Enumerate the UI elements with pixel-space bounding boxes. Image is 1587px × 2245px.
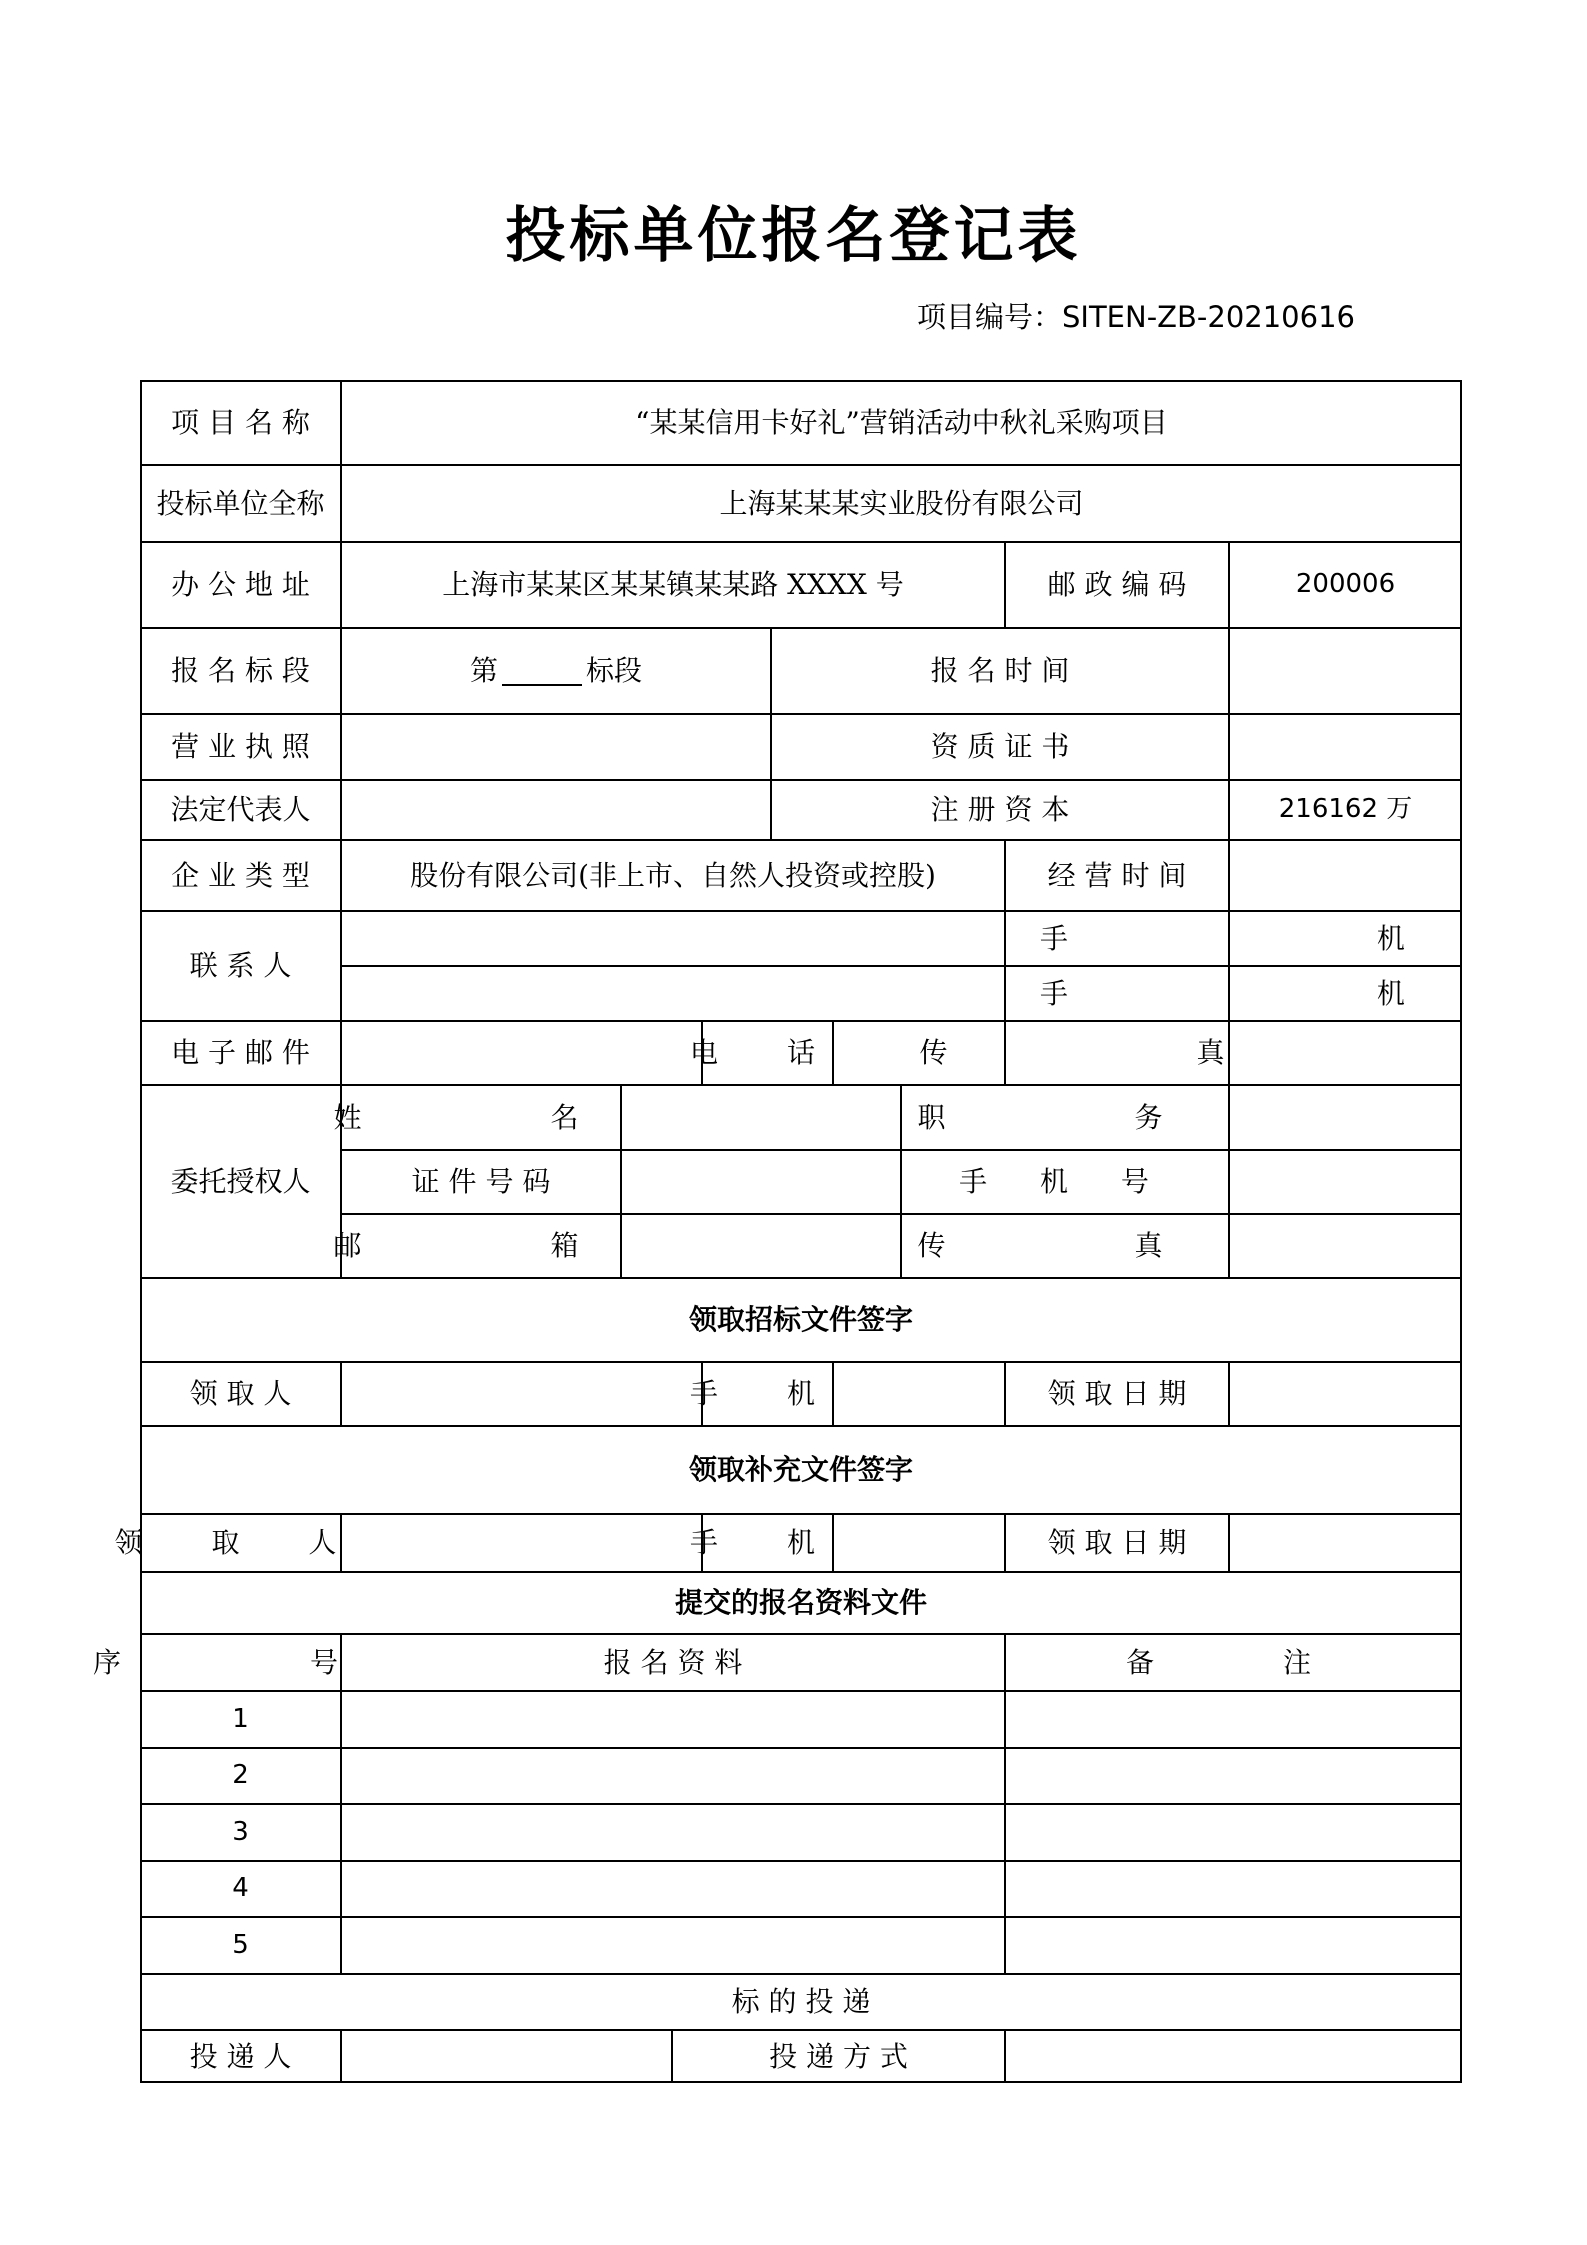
value-delivery-method[interactable]	[1005, 2030, 1462, 2083]
label-fax	[919, 1021, 1345, 1085]
value-business-license[interactable]	[341, 714, 771, 780]
value-receiver-mobile-2[interactable]	[833, 1514, 1005, 1572]
label-deliverer: 投 递 人	[140, 2030, 341, 2083]
label-auth-id-no: 证 件 号 码	[341, 1150, 621, 1214]
value-email[interactable]	[341, 1021, 702, 1085]
label-bidder-full-name: 投标单位全称	[140, 465, 341, 542]
value-receive-date-2[interactable]	[1229, 1514, 1462, 1572]
value-receiver-1[interactable]	[341, 1362, 702, 1426]
header-seq-text: 序 号	[93, 1645, 428, 1679]
auth-mobile-label-text: 手 机 号	[959, 1165, 1171, 1199]
section-receive-supplement-docs: 领取补充文件签字	[140, 1426, 1462, 1514]
label-mobile-1	[1005, 911, 1555, 966]
label-qualification: 资 质 证 书	[771, 714, 1229, 780]
label-legal-rep: 法定代表人	[140, 780, 341, 840]
mobile-label-2: 手 机	[1040, 976, 1555, 1010]
value-auth-position[interactable]	[1229, 1085, 1462, 1150]
header-materials: 报 名 资 料	[341, 1634, 1005, 1691]
value-fax[interactable]	[1229, 1021, 1462, 1085]
value-auth-id-no[interactable]	[621, 1150, 901, 1214]
value-contact-2[interactable]	[341, 966, 1005, 1021]
label-phone	[690, 1021, 845, 1085]
label-auth-fax	[901, 1214, 1253, 1278]
material-row-seq: 5	[140, 1917, 341, 1974]
label-auth-mobile	[901, 1150, 1229, 1214]
receiver-mobile-label-1: 手 机	[690, 1377, 845, 1411]
material-row-remark[interactable]	[1005, 1691, 1462, 1748]
label-office-address: 办 公 地 址	[140, 542, 341, 628]
label-receive-date-1: 领 取 日 期	[1005, 1362, 1229, 1426]
lot-suffix: 标段	[586, 654, 643, 688]
value-project-name[interactable]: “某某信用卡好礼”营销活动中秋礼采购项目	[341, 380, 1462, 465]
project-number-value: SITEN-ZB-20210616	[1062, 300, 1355, 334]
label-postal-code: 邮 政 编 码	[1005, 542, 1229, 628]
value-auth-mobile[interactable]	[1229, 1150, 1462, 1214]
material-row-material[interactable]	[341, 1804, 1005, 1861]
value-lot[interactable]	[341, 628, 771, 714]
lot-blank[interactable]	[502, 656, 582, 686]
value-contact-1[interactable]	[341, 911, 1005, 966]
value-receive-date-1[interactable]	[1229, 1362, 1462, 1426]
label-enterprise-type: 企 业 类 型	[140, 840, 341, 911]
material-row-remark[interactable]	[1005, 1861, 1462, 1917]
material-row-material[interactable]	[341, 1917, 1005, 1974]
material-row-remark[interactable]	[1005, 1804, 1462, 1861]
material-row-seq: 4	[140, 1861, 341, 1917]
material-row-remark[interactable]	[1005, 1748, 1462, 1804]
label-delivery-method: 投 递 方 式	[672, 2030, 1005, 2083]
phone-label-text: 电 话	[690, 1036, 845, 1070]
header-remark-text: 备 注	[1126, 1645, 1371, 1679]
label-authorized-person: 委托授权人	[140, 1085, 341, 1278]
value-receiver-mobile-1[interactable]	[833, 1362, 1005, 1426]
project-number	[917, 297, 1355, 337]
label-receive-date-2: 领 取 日 期	[1005, 1514, 1229, 1572]
receiver-label-2: 领 取 人	[114, 1526, 367, 1560]
label-lot: 报 名 标 段	[140, 628, 341, 714]
label-contact: 联 系 人	[140, 911, 341, 1021]
label-receiver-mobile-1	[690, 1362, 845, 1426]
value-register-time[interactable]	[1229, 628, 1462, 714]
value-deliverer[interactable]	[341, 2030, 672, 2083]
material-row-seq: 3	[140, 1804, 341, 1861]
fax-label-text: 传 真	[919, 1036, 1345, 1070]
project-number-label: 项目编号：	[916, 300, 1062, 334]
value-receiver-2[interactable]	[341, 1514, 702, 1572]
section-delivery: 标 的 投 递	[140, 1974, 1462, 2030]
header-seq	[93, 1634, 428, 1691]
header-remark	[1005, 1634, 1462, 1691]
section-submitted-materials: 提交的报名资料文件	[140, 1572, 1462, 1634]
label-auth-position	[901, 1085, 1253, 1150]
label-business-license: 营 业 执 照	[140, 714, 341, 780]
section-receive-tender-docs: 领取招标文件签字	[140, 1278, 1462, 1362]
mobile-label-1: 手 机	[1040, 921, 1555, 955]
lot-prefix: 第	[469, 654, 498, 688]
value-auth-name[interactable]	[621, 1085, 901, 1150]
value-enterprise-type[interactable]: 股份有限公司(非上市、自然人投资或控股)	[341, 840, 1005, 911]
auth-position-label-text: 职 务	[917, 1100, 1253, 1134]
label-email: 电 子 邮 件	[140, 1021, 341, 1085]
value-operating-period[interactable]	[1229, 840, 1462, 911]
value-bidder-full-name[interactable]: 上海某某某实业股份有限公司	[341, 465, 1462, 542]
label-receiver-mobile-2	[690, 1514, 845, 1572]
registration-form-table	[93, 380, 1555, 2083]
label-auth-name	[333, 1085, 669, 1150]
value-qualification[interactable]	[1229, 714, 1462, 780]
label-mobile-2	[1005, 966, 1555, 1021]
label-operating-period: 经 营 时 间	[1005, 840, 1229, 911]
value-legal-rep[interactable]	[341, 780, 771, 840]
material-row-material[interactable]	[341, 1861, 1005, 1917]
material-row-seq: 1	[140, 1691, 341, 1748]
material-row-remark[interactable]	[1005, 1917, 1462, 1974]
label-auth-mailbox	[333, 1214, 669, 1278]
material-row-seq: 2	[140, 1748, 341, 1804]
auth-mailbox-label-text: 邮 箱	[333, 1229, 669, 1263]
label-receiver-2	[114, 1514, 367, 1572]
value-auth-mailbox[interactable]	[621, 1214, 901, 1278]
auth-name-label-text: 姓 名	[333, 1100, 669, 1134]
label-register-time: 报 名 时 间	[771, 628, 1229, 714]
label-receiver-1: 领 取 人	[140, 1362, 341, 1426]
material-row-material[interactable]	[341, 1748, 1005, 1804]
value-office-address[interactable]: 上海市某某区某某镇某某路 XXXX 号	[341, 542, 1005, 628]
value-auth-fax[interactable]	[1229, 1214, 1462, 1278]
label-registered-capital: 注 册 资 本	[771, 780, 1229, 840]
material-row-material[interactable]	[341, 1691, 1005, 1748]
value-registered-capital[interactable]: 216162 万	[1229, 780, 1462, 840]
label-project-name: 项 目 名 称	[140, 380, 341, 465]
receiver-mobile-label-2: 手 机	[690, 1526, 845, 1560]
value-postal-code[interactable]: 200006	[1229, 542, 1462, 628]
value-mobile-2[interactable]	[1229, 966, 1462, 1021]
value-mobile-1[interactable]	[1229, 911, 1462, 966]
document-title: 投标单位报名登记表	[505, 201, 1082, 271]
auth-fax-label-text: 传 真	[917, 1229, 1253, 1263]
